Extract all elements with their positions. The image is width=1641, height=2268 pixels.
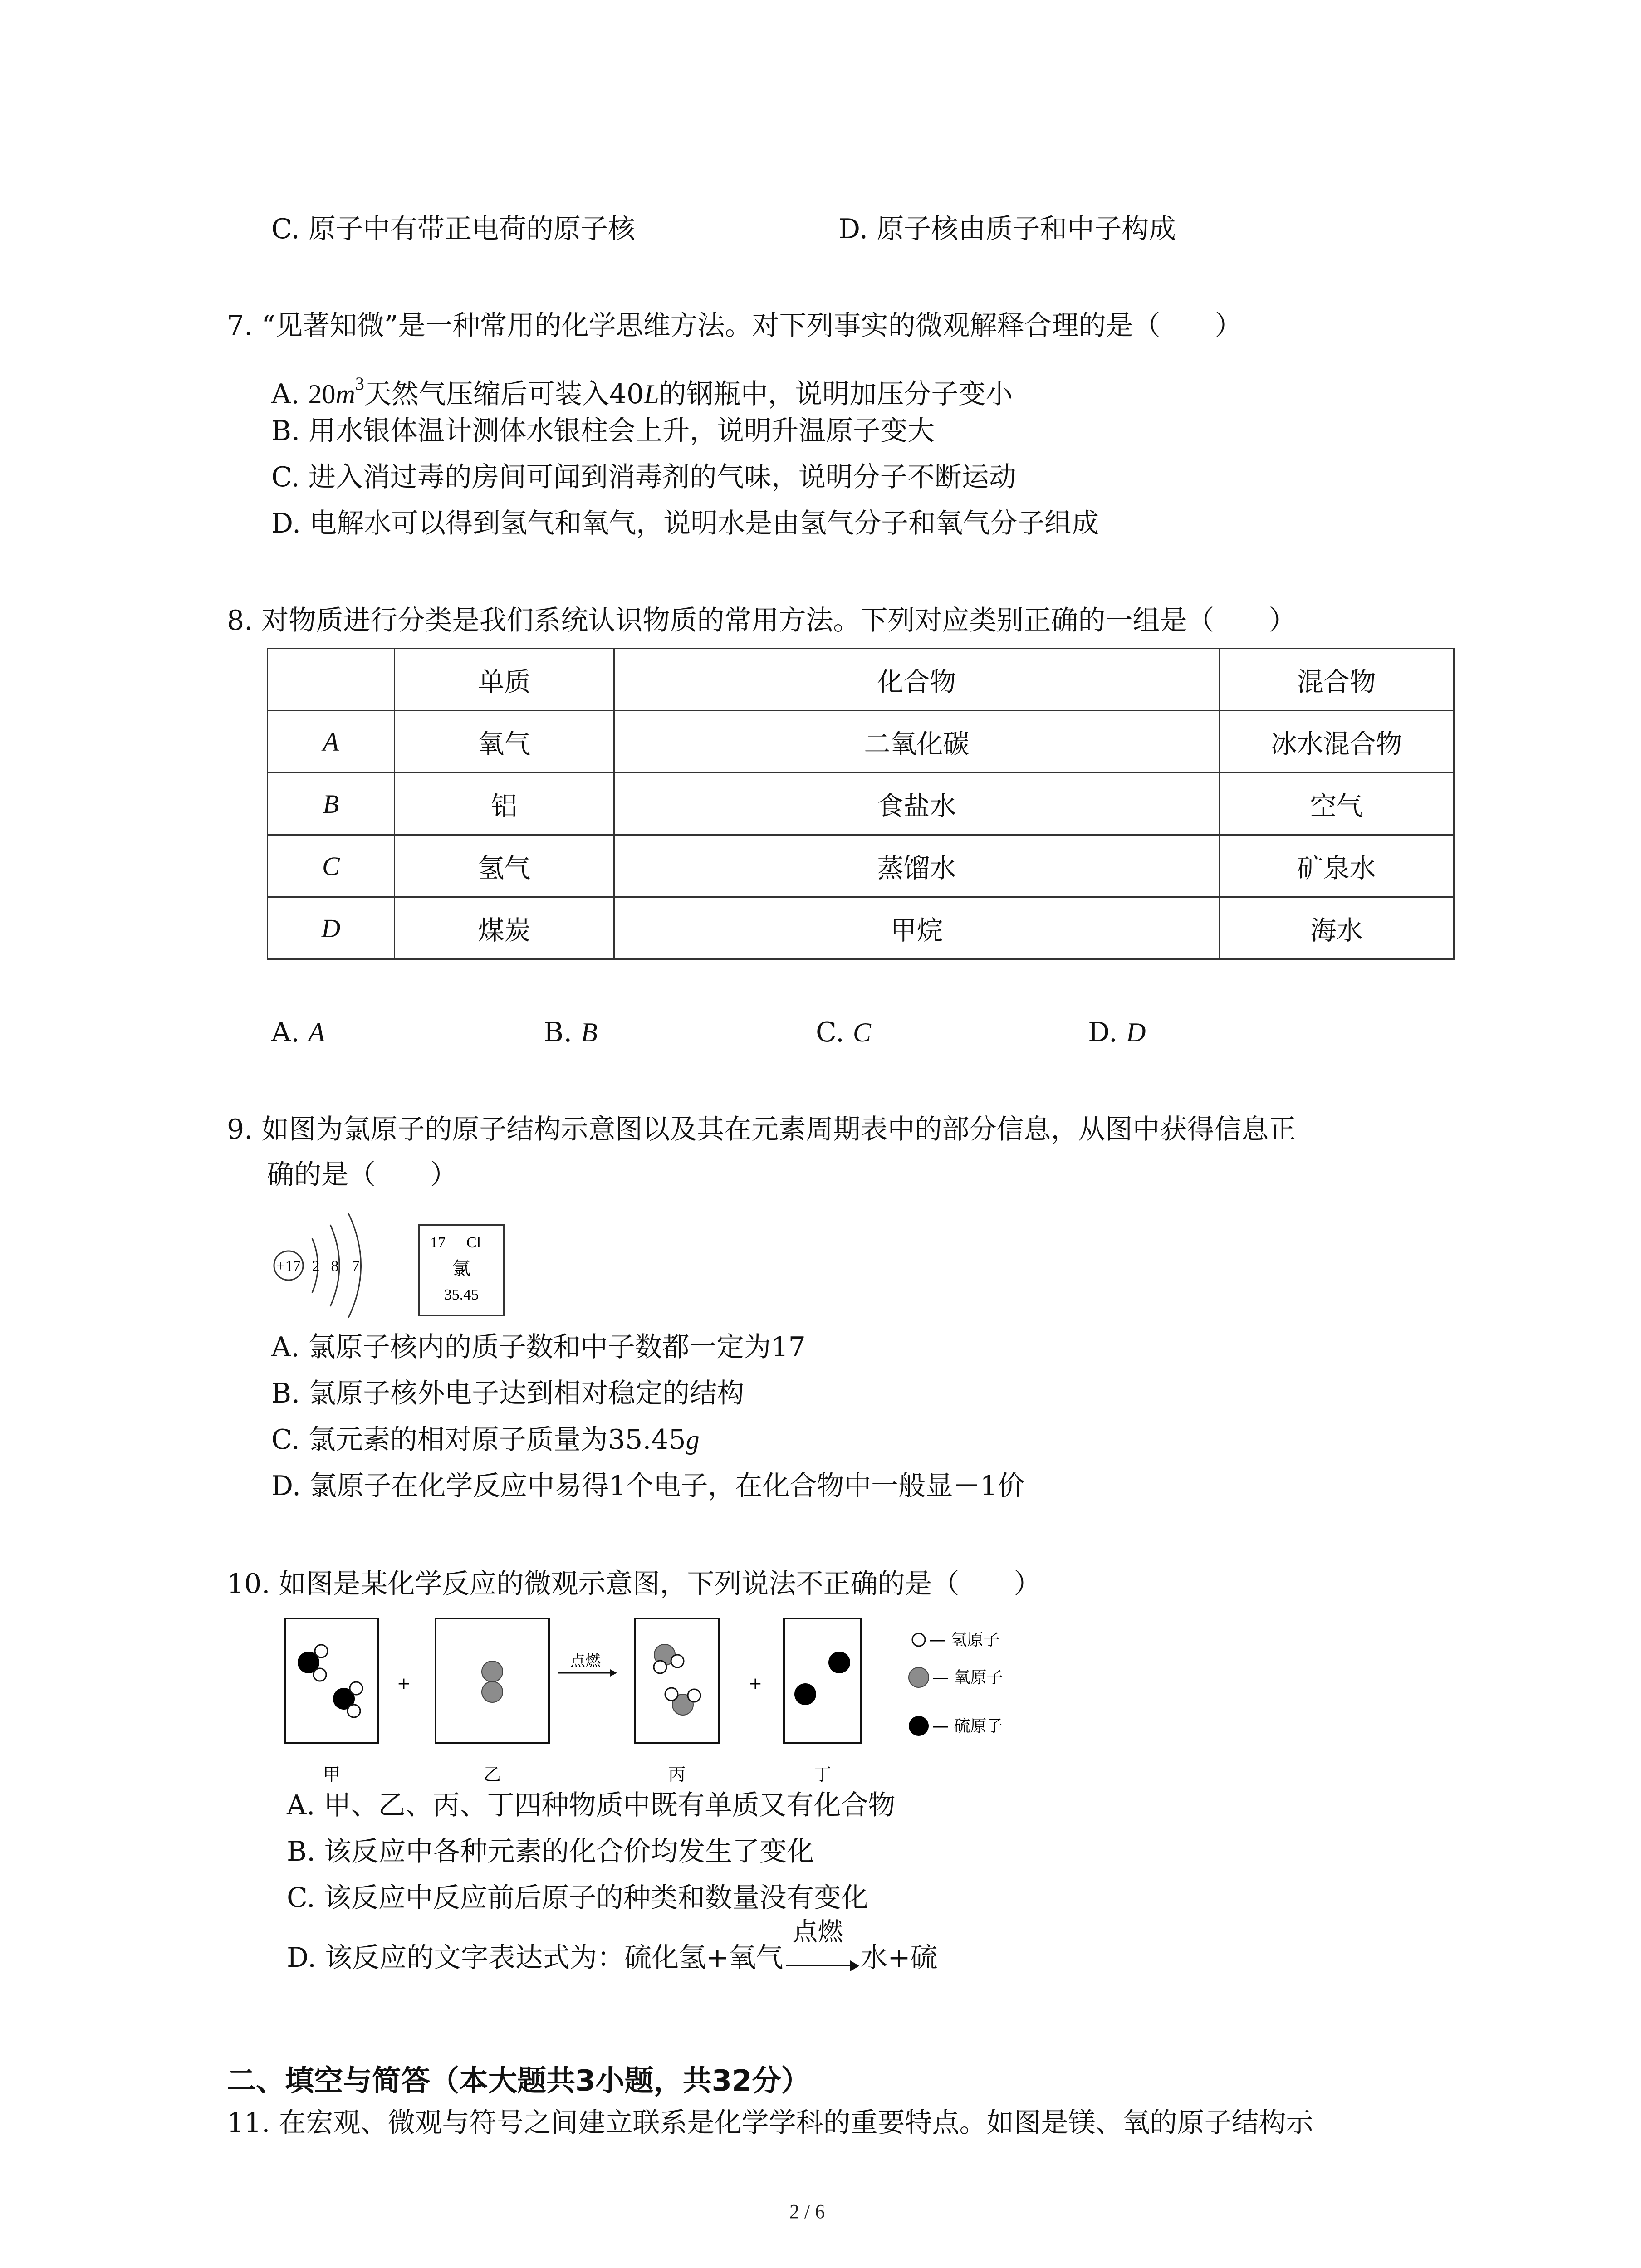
- periodic-table-cell: [419, 1225, 504, 1315]
- q8-option-b: B. B: [544, 1017, 598, 1048]
- table-row: [268, 711, 1454, 773]
- table-cell-option: A: [268, 711, 395, 773]
- table-header-cell: 化合物: [614, 649, 1219, 711]
- arrow-head: [610, 1669, 617, 1677]
- q9-option-b: B. 氯原子核外电子达到相对稳定的结构: [271, 1378, 745, 1409]
- shell-electrons: 7: [352, 1258, 360, 1275]
- label-bing: 丙: [668, 1765, 686, 1784]
- q9-option-d: D. 氯原子在化学反应中易得1个电子，在化合物中一般显－1价: [271, 1470, 1025, 1502]
- arrow-line: [786, 1965, 857, 1966]
- ding-box: [784, 1618, 861, 1743]
- q10-stem: 10. 如图是某化学反应的微观示意图，下列说法不正确的是（ ）: [227, 1568, 1041, 1600]
- reaction-arrow: [558, 1652, 617, 1677]
- table-header-cell: 混合物: [1219, 649, 1454, 711]
- shell-electrons: 8: [331, 1258, 339, 1275]
- arrow-condition: 点燃: [570, 1652, 601, 1670]
- hydrogen-atom: [315, 1645, 328, 1657]
- table-cell: 食盐水: [614, 773, 1219, 835]
- q9-stem-line2: 确的是（ ）: [267, 1159, 457, 1191]
- label-yi: 乙: [483, 1765, 501, 1784]
- q10-option-c: C. 该反应中反应前后原子的种类和数量没有变化: [287, 1882, 868, 1914]
- reaction-diagram: [272, 1606, 1279, 1792]
- nucleus-charge: +17: [276, 1258, 301, 1275]
- element-symbol: Cl: [466, 1234, 481, 1251]
- table-cell: 甲烷: [614, 897, 1219, 959]
- table-cell-option: C: [268, 835, 395, 897]
- page-number: 2 / 6: [789, 2200, 825, 2223]
- table-cell: 蒸馏水: [614, 835, 1219, 897]
- table-cell: 空气: [1219, 773, 1454, 835]
- atom-legend: [909, 1631, 1003, 1736]
- plus-sign: +: [748, 1674, 763, 1693]
- q9-stem-line1: 9. 如图为氯原子的原子结构示意图以及其在元素周期表中的部分信息，从图中获得信息正: [227, 1114, 1296, 1145]
- oxygen-atom: [482, 1661, 503, 1682]
- oxygen-atom: [482, 1681, 503, 1702]
- arrow-with-condition: [783, 1917, 860, 1971]
- hydrogen-atom: [348, 1705, 360, 1717]
- hydrogen-legend-icon: [912, 1633, 925, 1646]
- label-ding: 丁: [813, 1765, 832, 1784]
- q8-option-d: D. D: [1088, 1017, 1146, 1048]
- product-bing: [635, 1618, 719, 1743]
- q7-stem: 7. “见著知微”是一种常用的化学思维方法。对下列事实的微观解释合理的是（ ）: [227, 310, 1242, 342]
- oxygen-legend-icon: [909, 1667, 929, 1687]
- element-name: 氯: [452, 1258, 470, 1279]
- shell-electrons: 2: [312, 1258, 320, 1275]
- q8-option-c: C. C: [816, 1017, 871, 1048]
- table-cell-option: D: [268, 897, 395, 959]
- jia-box: [285, 1618, 378, 1743]
- table-cell: 矿泉水: [1219, 835, 1454, 897]
- legend-oxygen: — 氧原子: [932, 1668, 1003, 1687]
- classification-table: [267, 648, 1455, 960]
- table-header-row: [268, 649, 1454, 711]
- hydrogen-atom: [654, 1661, 666, 1673]
- table-cell: 氧气: [394, 711, 614, 773]
- table-cell: 铝: [394, 773, 614, 835]
- legend-hydrogen: — 氢原子: [929, 1631, 1000, 1649]
- reactant-jia: [285, 1618, 378, 1743]
- table-cell-option: B: [268, 773, 395, 835]
- hydrogen-atom: [671, 1655, 684, 1667]
- hydrogen-atom: [350, 1682, 362, 1695]
- hydrogen-atom: [665, 1688, 678, 1701]
- sulfur-legend-icon: [909, 1716, 929, 1736]
- table-header-cell: [268, 649, 395, 711]
- q10-option-d: D. 该反应的文字表达式为：硫化氢+氧气 点燃 水+硫: [287, 1917, 938, 1974]
- q7-option-d: D. 电解水可以得到氢气和氧气，说明水是由氢气分子和氧气分子组成: [271, 508, 1099, 539]
- table-cell: 二氧化碳: [614, 711, 1219, 773]
- q6-option-c: C. 原子中有带正电荷的原子核: [271, 213, 635, 245]
- legend-sulfur: — 硫原子: [932, 1717, 1003, 1735]
- chlorine-atom-structure: [274, 1213, 361, 1318]
- chlorine-diagram: [267, 1198, 512, 1329]
- reactant-yi: [436, 1618, 549, 1743]
- label-jia: 甲: [323, 1765, 341, 1784]
- q10-option-a: A. 甲、乙、丙、丁四种物质中既有单质又有化合物: [287, 1789, 896, 1821]
- table-cell: 煤炭: [394, 897, 614, 959]
- table-row: [268, 773, 1454, 835]
- hydrogen-atom: [688, 1689, 700, 1702]
- q7-option-a: A. $20m^3$天然气压缩后可装入40L的钢瓶中，说明加压分子变小: [271, 373, 1013, 410]
- arrow-condition: 点燃: [792, 1917, 843, 1947]
- bing-box: [635, 1618, 719, 1743]
- sulfur-atom: [828, 1652, 850, 1673]
- sulfur-atom: [794, 1683, 816, 1705]
- table-row: [268, 897, 1454, 959]
- section-title: 二、填空与简答（本大题共3小题，共32分）: [227, 2064, 810, 2098]
- q11-stem: 11. 在宏观、微观与符号之间建立联系是化学学科的重要特点。如图是镁、氧的原子结构示: [227, 2107, 1313, 2139]
- plus-sign: +: [397, 1674, 411, 1693]
- hydrogen-atom: [314, 1668, 326, 1681]
- atomic-mass: 35.45: [444, 1286, 479, 1303]
- q10-option-b: B. 该反应中各种元素的化合价均发生了变化: [287, 1836, 814, 1867]
- product-ding: [784, 1618, 861, 1743]
- arrow-head: [850, 1960, 859, 1971]
- table-cell: 海水: [1219, 897, 1454, 959]
- q7-option-c: C. 进入消过毒的房间可闻到消毒剂的气味，说明分子不断运动: [271, 461, 1016, 493]
- q8-option-a: A. A: [271, 1017, 325, 1048]
- table-header-cell: 单质: [394, 649, 614, 711]
- q8-stem: 8. 对物质进行分类是我们系统认识物质的常用方法。下列对应类别正确的一组是（ ）: [227, 605, 1296, 636]
- table-cell: 氢气: [394, 835, 614, 897]
- atomic-number: 17: [430, 1234, 446, 1251]
- q9-option-a: A. 氯原子核内的质子数和中子数都一定为17: [271, 1331, 806, 1363]
- table-row: [268, 835, 1454, 897]
- table-cell: 冰水混合物: [1219, 711, 1454, 773]
- q7-option-b: B. 用水银体温计测体水银柱会上升，说明升温原子变大: [271, 415, 935, 447]
- q9-option-c: C. 氯元素的相对原子质量为35.45g: [271, 1424, 700, 1456]
- q6-option-d: D. 原子核由质子和中子构成: [838, 213, 1176, 245]
